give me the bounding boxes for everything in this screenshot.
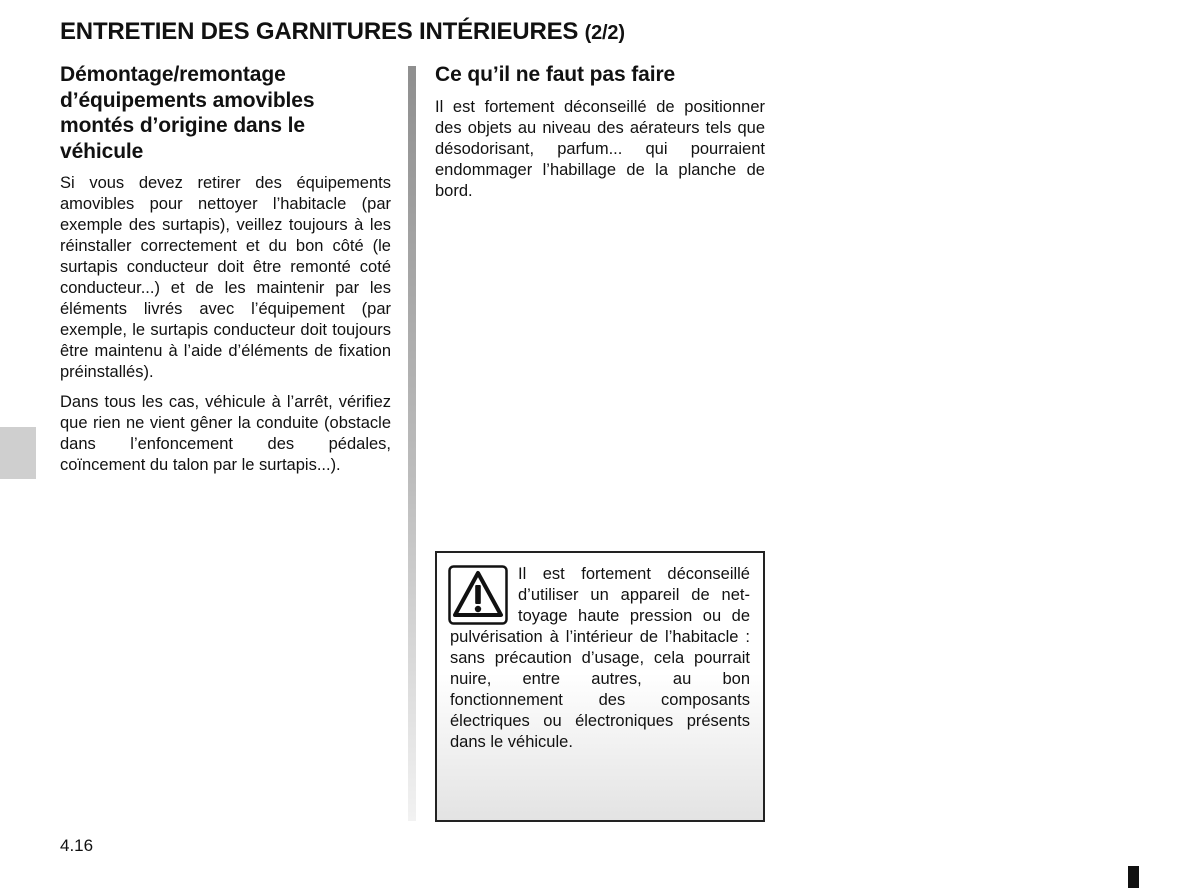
section-heading-removal: Démontage/remontage d’équipements amovibles montés d’origine dans le véhicule bbox=[60, 63, 315, 163]
right-column bbox=[435, 62, 765, 211]
paragraph-removal-1: Si vous devez retirer des équipements amovibles pour nettoyer l’habitacle (par exemple des surtapis), veillez toujours à les réinstaller correctement et du bon côté (le surtapis conducteur doit être remonté coté conducteur...) et de les maintenir par les éléments livrés avec l’équipement (par exemple, le surtapis conducteur doit toujours être maintenu à l’aide d’éléments de fixation préinstallés). bbox=[60, 174, 391, 381]
page-number: 4.16 bbox=[60, 836, 94, 855]
page-title-text: ENTRETIEN DES GARNITURES INTÉRIEURES bbox=[60, 18, 579, 45]
page-title bbox=[60, 18, 625, 46]
warning-triangle-icon bbox=[448, 565, 508, 625]
section-heading-donts: Ce qu’il ne faut pas faire bbox=[435, 63, 676, 86]
paragraph-removal-2: Dans tous les cas, véhicule à l’arrêt, vérifiez que rien ne vient gêner la conduite (obstacle dans l’enfoncement des pédales, coïncement du talon par le surtapis...). bbox=[60, 393, 391, 474]
chapter-tab bbox=[0, 427, 36, 479]
page-title-part: (2/2) bbox=[584, 22, 625, 44]
warning-box bbox=[435, 551, 765, 822]
column-divider bbox=[408, 66, 416, 821]
left-column bbox=[60, 62, 391, 485]
corner-mark bbox=[1128, 866, 1139, 888]
warning-text: Il est fortement déconseillé d’utiliser un appareil de nettoyage haute pression ou de pulvérisation à l’intérieur de l’habitacle : sans précaution d’usage, cela pourrait nuire, entre autres, au bon fonctionnement des composants électriques ou électroniques présents dans le véhicule. bbox=[450, 565, 750, 751]
paragraph-donts: Il est fortement déconseillé de positionner des objets au niveau des aérateurs tels que désodorisant, parfum... qui pourraient endommager l’habillage de la planche de bord. bbox=[435, 97, 765, 200]
